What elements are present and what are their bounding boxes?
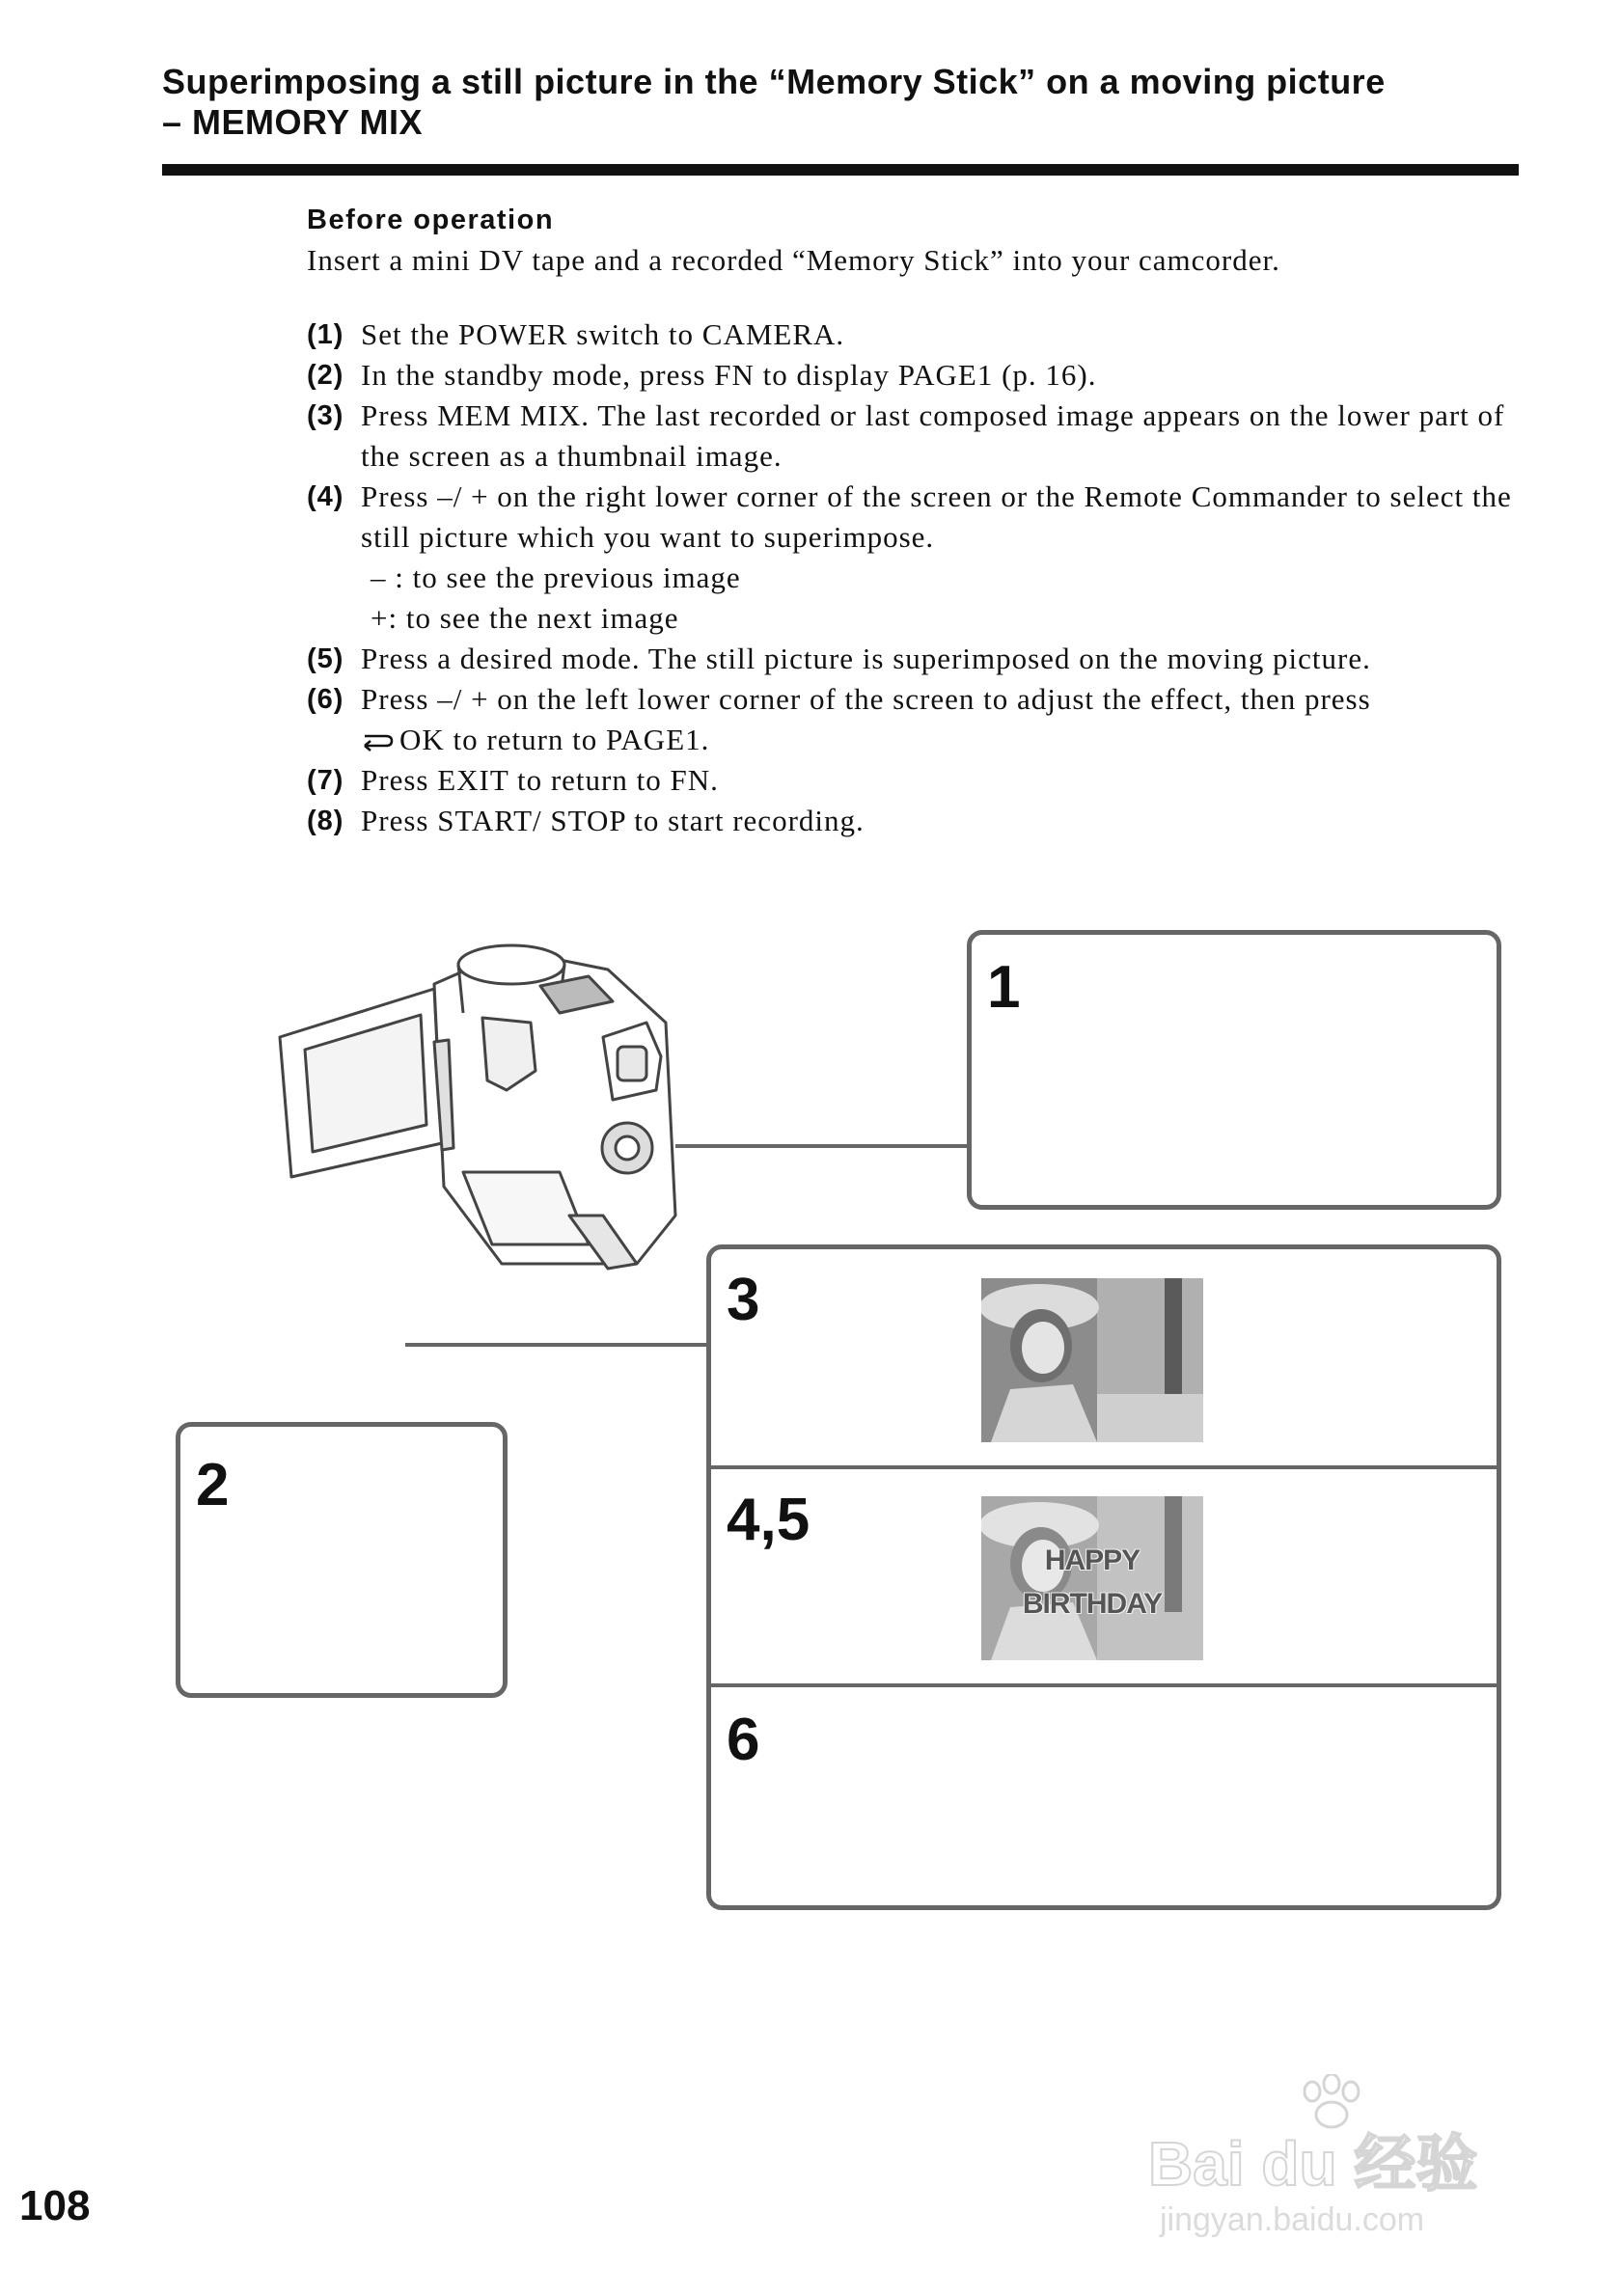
photo-graphic	[981, 1496, 1203, 1660]
composite-thumbnail	[981, 1496, 1203, 1660]
panel-divider	[711, 1683, 1497, 1687]
panel-divider	[711, 1465, 1497, 1469]
step-text: Press EXIT to return to FN.	[361, 763, 719, 797]
step-sub-next: +: to see the next image	[371, 601, 679, 635]
watermark-url: jingyan.baidu.com	[1160, 2201, 1425, 2238]
before-operation-heading: Before operation	[307, 205, 555, 235]
panel-number: 2	[196, 1452, 230, 1518]
baidu-watermark	[1148, 2074, 1553, 2257]
step-number: (1)	[307, 319, 344, 350]
panel-number: 6	[727, 1707, 760, 1773]
screen-panel-2	[176, 1422, 508, 1698]
step-4	[307, 477, 1525, 639]
step-2	[307, 355, 1525, 396]
return-icon	[361, 729, 394, 752]
step-text: In the standby mode, press FN to display PAGE1 (p. 16).	[361, 358, 1097, 392]
screen-panel-3-6	[706, 1244, 1501, 1910]
step-number: (8)	[307, 806, 344, 836]
title-line-2: – MEMORY MIX	[162, 102, 424, 142]
step-number: (4)	[307, 481, 344, 512]
step-text: Press START/ STOP to start recording.	[361, 804, 865, 837]
step-number: (5)	[307, 643, 344, 674]
step-3	[307, 396, 1525, 477]
step-list	[307, 314, 1525, 841]
title-line-1: Superimposing a still picture in the “Memory Stick” on a moving picture	[162, 62, 1386, 101]
step-body	[361, 477, 1525, 639]
watermark-main: Bai du 经验	[1148, 2129, 1478, 2199]
step-number: (7)	[307, 765, 344, 796]
step-text: Press a desired mode. The still picture is superimposed on the moving picture.	[361, 642, 1371, 675]
step-body	[361, 679, 1525, 760]
step-text: Press MEM MIX. The last recorded or last composed image appears on the lower part of the screen as a thumbnail image.	[361, 398, 1505, 473]
panel-number: 3	[727, 1267, 760, 1333]
leader-line-1	[675, 1144, 969, 1148]
step-5	[307, 639, 1525, 679]
camcorder-illustration	[270, 926, 714, 1293]
page-number: 108	[19, 2182, 91, 2229]
screen-panel-1	[967, 930, 1501, 1210]
panel-number: 4,5	[727, 1487, 810, 1553]
thumbnail-image	[981, 1278, 1203, 1442]
step-number: (3)	[307, 400, 344, 431]
overlay-text-line-2: BIRTHDAY	[1022, 1588, 1163, 1620]
step-sub-previous: – : to see the previous image	[371, 560, 741, 594]
before-operation-text: Insert a mini DV tape and a recorded “Memory Stick” into your camcorder.	[307, 243, 1280, 277]
step-text: Press –/ + on the left lower corner of the screen to adjust the effect, then press	[361, 682, 1371, 716]
title-rule	[162, 164, 1519, 176]
step-6	[307, 679, 1525, 760]
step-number: (2)	[307, 360, 344, 391]
photo-graphic	[981, 1278, 1203, 1442]
step-8	[307, 801, 1525, 841]
step-text: Set the POWER switch to CAMERA.	[361, 317, 845, 351]
step-text-continued: OK to return to PAGE1.	[399, 723, 710, 756]
leader-line-3	[405, 1343, 710, 1347]
panel-number: 1	[987, 954, 1021, 1021]
page-title	[162, 62, 1523, 143]
overlay-text-line-1: HAPPY	[1044, 1544, 1140, 1576]
step-number: (6)	[307, 684, 344, 715]
step-7	[307, 760, 1525, 801]
step-1	[307, 314, 1525, 355]
step-text: Press –/ + on the right lower corner of the screen or the Remote Commander to select the still picture which you want to superimpose.	[361, 479, 1512, 554]
